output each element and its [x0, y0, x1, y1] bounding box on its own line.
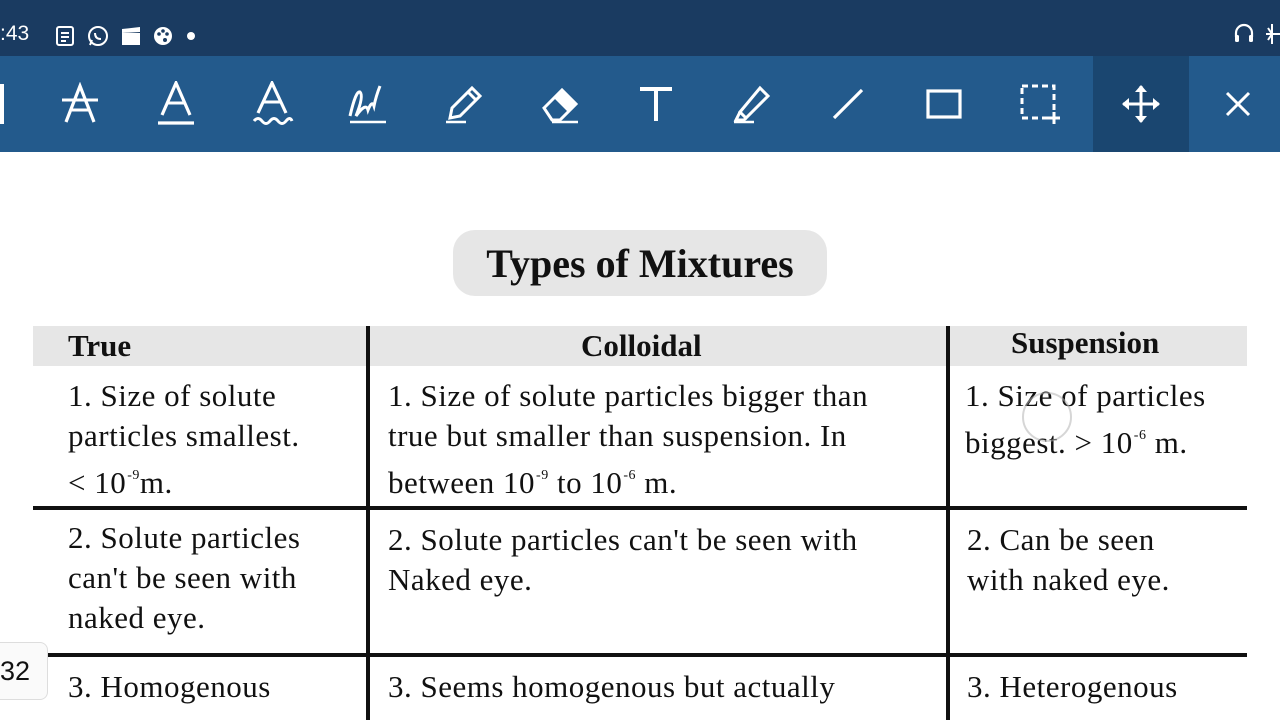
row-divider-2 [48, 653, 1247, 657]
whatsapp-icon [86, 24, 110, 48]
status-right-icons [1232, 22, 1280, 51]
text-tool[interactable] [608, 56, 704, 152]
toolbar-left-edge [0, 84, 4, 124]
squiggly-a-icon [250, 81, 294, 127]
table-cell-suspension-3: 3. Heterogenous [967, 669, 1178, 704]
text-t-icon [636, 84, 676, 124]
column-divider-1 [366, 326, 370, 720]
column-header-true: True [68, 328, 132, 363]
column-divider-2 [946, 326, 950, 720]
close-button[interactable] [1190, 56, 1280, 152]
highlighter-icon [730, 82, 774, 126]
document-page [0, 152, 1280, 720]
clapper-icon [120, 25, 142, 47]
underline-a-icon [154, 81, 198, 127]
table-cell-colloidal-3: 3. Seems homogenous but actually [388, 669, 836, 704]
column-header-suspension: Suspension [1011, 325, 1160, 360]
table-cell-true-1: 1. Size of solute particles smallest. < $10^{-9}m$. [68, 378, 300, 500]
table-cell-colloidal-2: 2. Solute particles can't be seen with Naked eye. [388, 522, 858, 597]
move-arrows-icon [1119, 82, 1163, 126]
status-bar [0, 0, 1280, 56]
pen-tool[interactable] [416, 56, 512, 152]
move-tool[interactable] [1093, 56, 1189, 152]
touch-cursor-indicator [1022, 392, 1072, 442]
status-icons [54, 24, 198, 48]
airplane-icon [1266, 22, 1280, 51]
pencil-icon [442, 82, 486, 126]
underline-text-tool[interactable] [128, 56, 224, 152]
notes-icon [54, 25, 76, 47]
eraser-icon [538, 82, 582, 126]
line-icon [828, 84, 868, 124]
table-cell-suspension-1: 1. Size of particles biggest. > $10^{-6}$ m. [965, 378, 1206, 460]
dot-icon [184, 29, 198, 43]
rectangle-icon [924, 86, 964, 122]
select-area-tool[interactable] [992, 56, 1088, 152]
headset-icon [1232, 22, 1256, 51]
table-cell-true-3: 3. Homogenous [68, 669, 271, 704]
signature-tool[interactable] [320, 56, 416, 152]
close-icon [1223, 89, 1253, 119]
row-divider-1 [33, 506, 1247, 510]
squiggly-text-tool[interactable] [224, 56, 320, 152]
eraser-tool[interactable] [512, 56, 608, 152]
highlighter-tool[interactable] [704, 56, 800, 152]
strikethrough-text-tool[interactable] [32, 56, 128, 152]
line-tool[interactable] [800, 56, 896, 152]
table-cell-true-2: 2. Solute particles can't be seen with naked eye. [68, 520, 301, 635]
page-number-tab[interactable]: 32 [0, 642, 48, 700]
palette-icon [152, 25, 174, 47]
status-time: :43 [0, 22, 30, 45]
table-cell-suspension-2: 2. Can be seen with naked eye. [967, 522, 1170, 597]
signature-icon [346, 82, 390, 126]
annotation-toolbar [0, 56, 1280, 152]
column-header-colloidal: Colloidal [581, 328, 702, 363]
rectangle-tool[interactable] [896, 56, 992, 152]
table-cell-colloidal-1: 1. Size of solute particles bigger than true but smaller than suspension. In between $10^{-9}$ to $10^{-6}$ m. [388, 378, 869, 500]
strikethrough-a-icon [58, 82, 102, 126]
dashed-select-icon [1018, 82, 1062, 126]
page-title: Types of Mixtures [453, 230, 827, 296]
